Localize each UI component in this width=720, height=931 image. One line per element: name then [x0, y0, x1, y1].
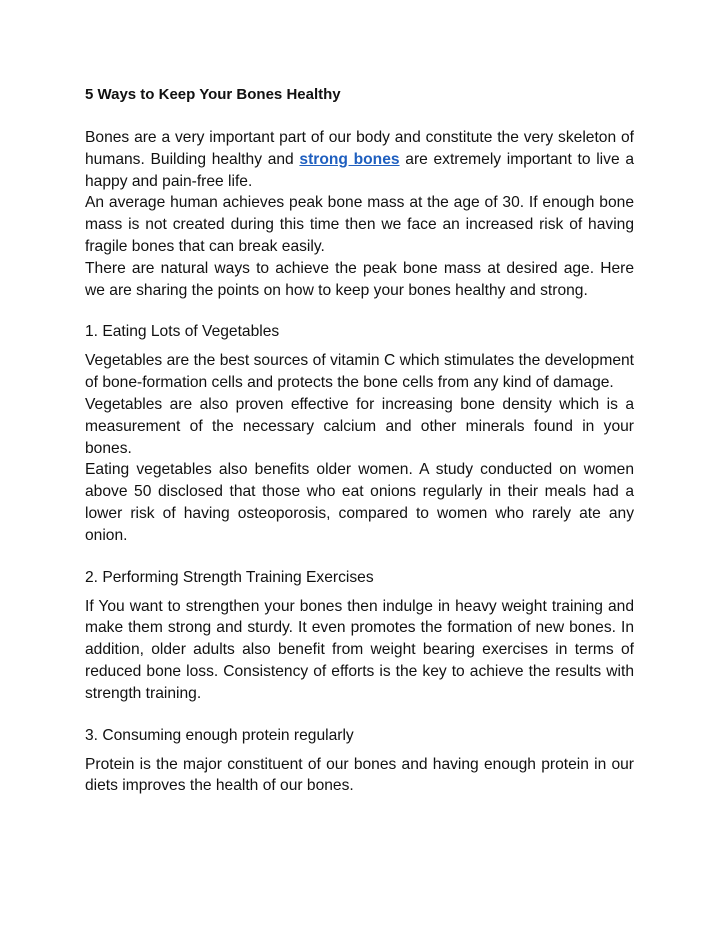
intro-paragraph-2: An average human achieves peak bone mass at the age of 30. If enough bone mass is not created during this time then we face an increased risk of having fragile bones that can break easily.: [85, 194, 634, 255]
intro-p1-text-after: are extremely important to live a happy and pain-free life.: [85, 150, 634, 190]
section-heading: 3. Consuming enough protein regularly: [85, 726, 354, 744]
section-paragraph: If You want to strengthen your bones then indulge in heavy weight training and make them strong and sturdy. It even promotes the formation of new bones. In addition, older adults also benefit from weight bearing exercises in terms of reduced bone loss. Consistency of efforts is the key to achieve the results with strength training.: [85, 597, 634, 702]
section-paragraph: Eating vegetables also benefits older women. A study conducted on women above 50 disclosed that those who eat onions regularly in their meals had a lower risk of having osteoporosis, compared to women who rarely ate any onion.: [85, 461, 634, 544]
section-paragraph: Vegetables are the best sources of vitamin C which stimulates the development of bone-formation cells and protects the bone cells from any kind of damage.: [85, 352, 634, 392]
section-paragraph: Protein is the major constituent of our bones and having enough protein in our diets improves the health of our bones.: [85, 755, 634, 795]
section-heading: 2. Performing Strength Training Exercises: [85, 568, 374, 586]
intro-p1-text-before: Bones are a very important part of our body and constitute the very skeleton of humans. Building healthy and: [85, 129, 634, 168]
section-strength-training: [85, 567, 634, 705]
intro-paragraph-1: [85, 127, 634, 192]
intro-section: [85, 127, 634, 301]
strong-bones-link[interactable]: strong bones: [299, 150, 400, 168]
section-vegetables: [85, 321, 634, 546]
section-protein: [85, 725, 634, 798]
intro-paragraph-3: There are natural ways to achieve the peak bone mass at desired age. Here we are sharing the points on how to keep your bones healthy and strong.: [85, 259, 634, 299]
document-page: [85, 84, 634, 797]
section-heading: 1. Eating Lots of Vegetables: [85, 323, 280, 341]
document-title: 5 Ways to Keep Your Bones Healthy: [85, 86, 341, 103]
section-paragraph: Vegetables are also proven effective for increasing bone density which is a measurement of the necessary calcium and other minerals found in your bones.: [85, 395, 634, 457]
